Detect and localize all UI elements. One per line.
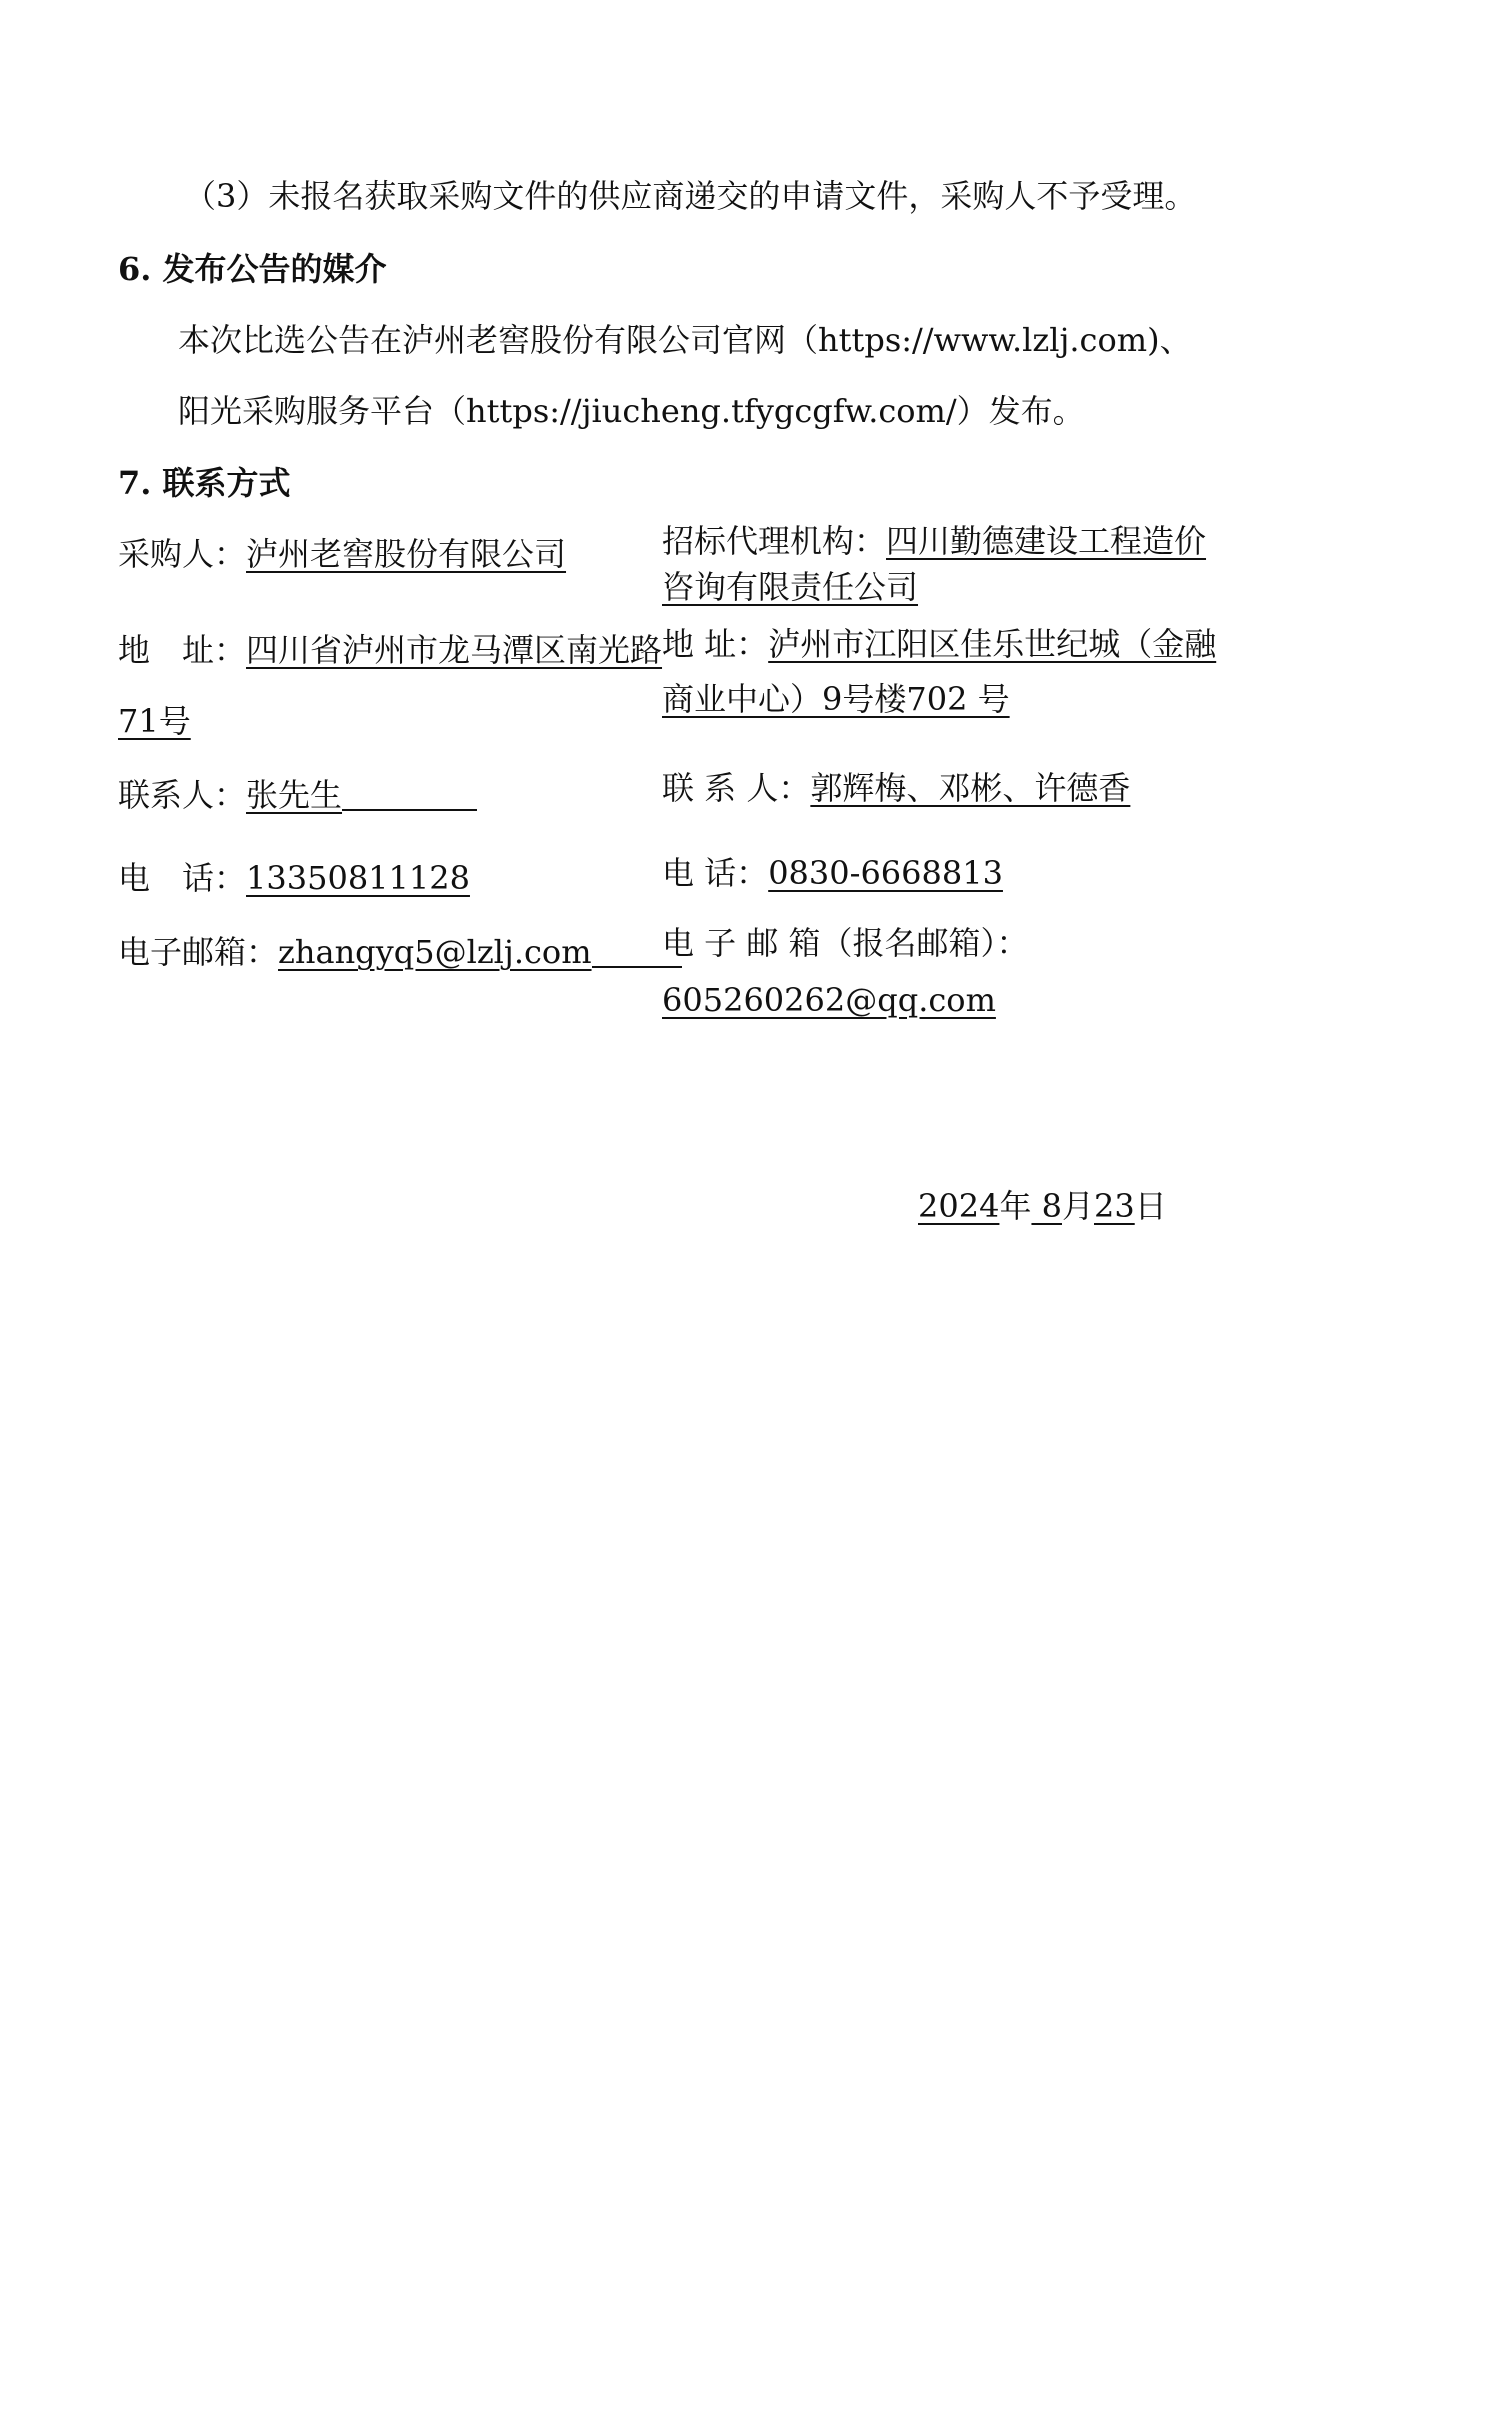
date-month-unit: 月 (1061, 1187, 1094, 1225)
section-7-heading: 7. 联系方式 (118, 464, 291, 502)
purchaser-row (118, 535, 567, 573)
agency-phone-label: 电 话： (662, 854, 769, 892)
agency-phone-value: 0830-6668813 (768, 854, 1003, 892)
agency-label: 招标代理机构： (662, 522, 887, 560)
section-6-line-2: 阳光采购服务平台（https://jiucheng.tfygcgfw.com/）发布。 (178, 392, 1085, 430)
purchaser-contact-row (118, 776, 477, 814)
section-6-line-1: 本次比选公告在泸州老窖股份有限公司官网（https://www.lzlj.com)、 (178, 321, 1192, 359)
agency-email-label: 电 子 邮 箱（报名邮箱）： (662, 924, 1029, 962)
agency-address-value-1: 泸州市江阳区佳乐世纪城（金融 (768, 625, 1217, 663)
purchaser-email-label: 电子邮箱： (118, 933, 279, 971)
purchaser-phone-label: 电 话： (118, 859, 247, 897)
date-year-unit: 年 (999, 1187, 1032, 1225)
agency-email-row (662, 924, 1029, 962)
purchaser-address-row-2 (118, 702, 191, 740)
agency-contact-value: 郭辉梅、邓彬、许德香 (810, 769, 1131, 807)
date-day-unit: 日 (1134, 1187, 1167, 1225)
date-year: 2024 (918, 1187, 1000, 1225)
agency-value-2: 咨询有限责任公司 (662, 568, 919, 606)
agency-address-row (662, 625, 1217, 663)
purchaser-phone-value: 13350811128 (246, 859, 470, 897)
agency-address-row-2 (662, 680, 1010, 718)
agency-email-row-2 (662, 981, 996, 1019)
purchaser-email-row (118, 933, 682, 971)
purchaser-address-row (118, 631, 663, 669)
agency-contact-row (662, 769, 1131, 807)
purchaser-contact-underline (342, 777, 477, 811)
signature-date (918, 1187, 1167, 1225)
agency-address-label: 地 址： (662, 625, 769, 663)
agency-phone-row (662, 854, 1003, 892)
agency-row-2 (662, 568, 919, 606)
purchaser-address-value-2: 71号 (118, 702, 191, 740)
purchaser-phone-row (118, 859, 470, 897)
purchaser-email-value: zhangyq5@lzlj.com (278, 933, 592, 971)
purchaser-contact-value: 张先生 (246, 776, 343, 814)
date-day: 23 (1094, 1187, 1135, 1225)
purchaser-address-label: 地 址： (118, 631, 247, 669)
date-month: 8 (1031, 1187, 1062, 1225)
purchaser-label: 采购人： (118, 535, 247, 573)
agency-address-value-2: 商业中心）9号楼702 号 (662, 680, 1010, 718)
agency-contact-label: 联 系 人： (662, 769, 811, 807)
purchaser-value: 泸州老窖股份有限公司 (246, 535, 567, 573)
agency-email-value: 605260262@qq.com (662, 981, 996, 1019)
item-3-text: （3）未报名获取采购文件的供应商递交的申请文件，采购人不予受理。 (184, 177, 1197, 215)
agency-row (662, 522, 1207, 560)
section-6-heading: 6. 发布公告的媒介 (118, 250, 387, 288)
purchaser-address-value-1: 四川省泸州市龙马潭区南光路 (246, 631, 663, 669)
agency-value-1: 四川勤德建设工程造价 (886, 522, 1207, 560)
purchaser-contact-label: 联系人： (118, 776, 247, 814)
